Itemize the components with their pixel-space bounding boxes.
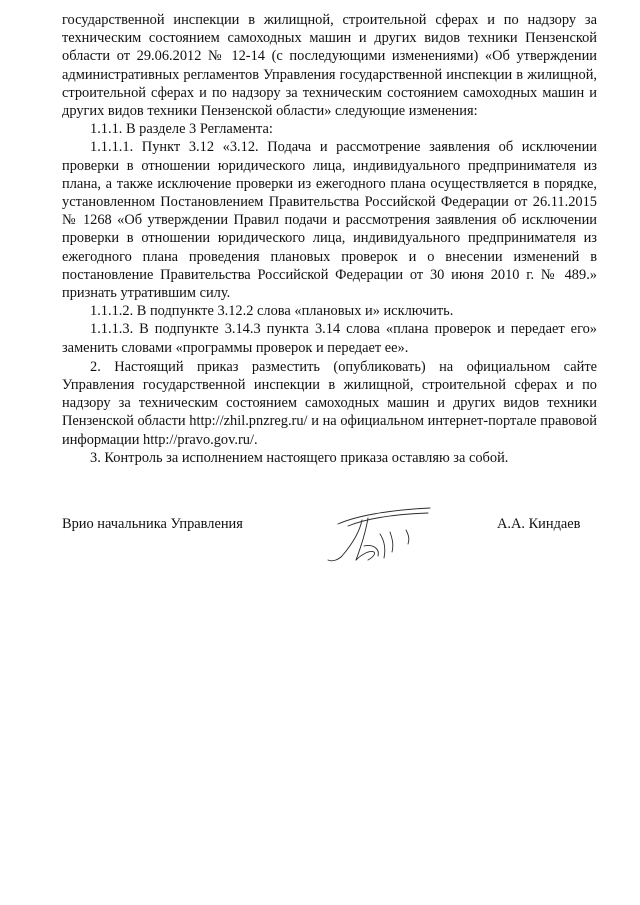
- paragraph-intro-continuation: государственной инспекции в жилищной, строительной сферах и по надзору за техническим состоянием самоходных машин и других видов техники Пензенской области от 29.06.2012 № 12-14 (с последующими изменениями) «Об утверждении административных регламентов Управления государственной инспекции в жилищной, строительной сферах и по надзору за техническим состоянием самоходных машин и других видов техники Пензенской области» следующие изменения:: [62, 12, 597, 120]
- signer-position-title: Врио начальника Управления: [62, 516, 243, 532]
- paragraph-item-1-1-1-3: 1.1.1.3. В подпункте 3.14.3 пункта 3.14 слова «плана проверок и передает его» заменить словами «программы проверок и передает ее».: [62, 321, 597, 356]
- paragraph-item-1-1-1: 1.1.1. В разделе 3 Регламента:: [90, 121, 273, 138]
- signature-block: [0, 504, 640, 574]
- paragraph-item-3: 3. Контроль за исполнением настоящего приказа оставляю за собой.: [90, 449, 509, 466]
- paragraph-item-1-1-1-1: 1.1.1.1. Пункт 3.12 «3.12. Подача и рассмотрение заявления об исключении проверки в отношении юридического лица, индивидуального предпринимателя из плана, а также исключение проверки из ежегодного плана осуществляется в порядке, установленном Постановлением Правительства Российской Федерации от 26.11.2015 № 1268 «Об утверждении Правил подачи и рассмотрения заявления об исключении проверки в отношении юридического лица, индивидуального предпринимателя из ежегодного плана проведения плановых проверок и о внесении изменений в постановление Правительства Российской Федерации от 30 июня 2010 г. № 489.» признать утратившим силу.: [62, 139, 597, 302]
- document-body: [62, 11, 597, 467]
- paragraph-item-2: 2. Настоящий приказ разместить (опубликовать) на официальном сайте Управления государственной инспекции в жилищной, строительной сферах и по надзору за техническим состоянием самоходных машин и других видов техники Пензенской области http://zhil.pnzreg.ru/ и на официальном интернет-портале правовой информации http://pravo.gov.ru/.: [62, 358, 597, 448]
- signer-name: А.А. Киндаев: [497, 516, 581, 532]
- paragraph-item-1-1-1-2: 1.1.1.2. В подпункте 3.12.2 слова «плановых и» исключить.: [90, 303, 454, 320]
- handwritten-signature-icon: [318, 504, 448, 568]
